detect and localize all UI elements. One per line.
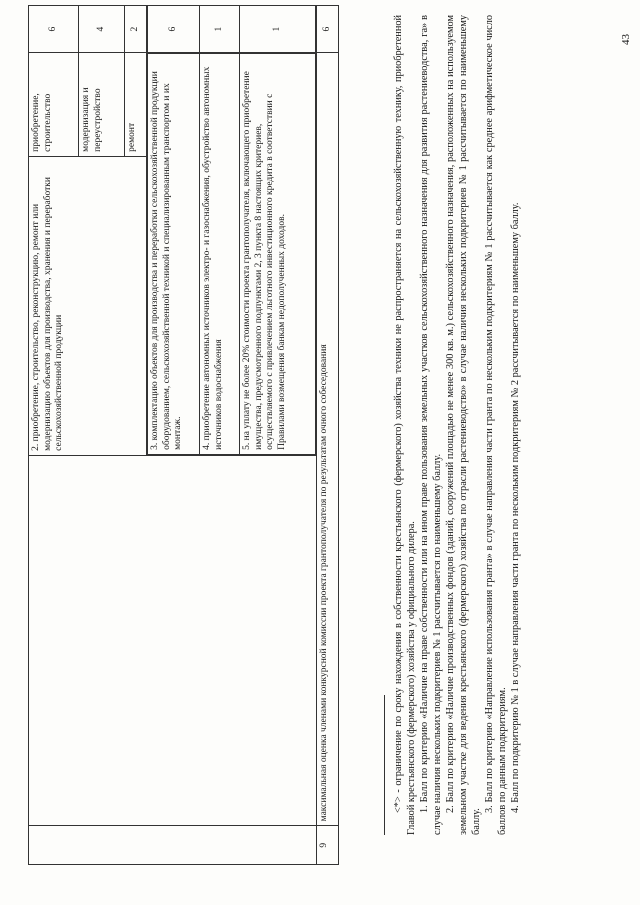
row-number-cell: 9	[317, 826, 339, 865]
note-item: 3. Балл по критерию «Направление использования гранта» в случае направления части гранта по нескольким подкритериям № 1 рассчитывается как среднее арифметическое число баллов по данным подкритериям.	[484, 15, 508, 835]
option-label: приобретение, строительство	[29, 53, 79, 157]
option-label: модернизация и переустройство	[79, 53, 125, 157]
notes-block	[392, 15, 522, 835]
sub-item-text: 3. комплектацию объектов для производства и переработки сельскохозяйственной продукции оборудованием, сельскохозяйственной техникой и специализированным транспортом и их монтаж.	[148, 53, 200, 454]
note-item: 4. Балл по подкритерию № 1 в случае направления части гранта по нескольким подкритериям № 2 рассчитывается по наименьшему баллу.	[510, 202, 521, 813]
row-number-cell	[29, 826, 317, 865]
criteria-table	[28, 5, 339, 865]
table-row	[317, 6, 339, 865]
score-cell: 4	[79, 6, 125, 53]
sub-item-text: 4. приобретение автономных источников электро- и газоснабжения, обустройство автономных источников водоснабжения	[200, 53, 240, 454]
score-cell: 6	[29, 6, 79, 53]
sub-item-text: 5. на уплату не более 20% стоимости проекта грантополучателя, включающего приобретение имущества, предусмотренного подпунктами 2, 3 пункта 8 настоящих критериев, осуществляемого с привлечением льготного инвестиционного кредита в соответствии с Правилами возмещения банкам недополученных доходов.	[240, 53, 316, 454]
footnote-rule	[384, 695, 385, 835]
score-cell: 6	[317, 6, 339, 53]
criterion-cell	[29, 455, 317, 826]
option-label: ремонт	[125, 53, 147, 157]
note-item: 1. Балл по критерию «Наличие на праве собственности или на ином праве пользования земельных участков сельскохозяйственного назначения для развития растениеводства, га» в случае наличия нескольких подкритериев № 1 рассчитывается по наименьшему баллу.	[419, 15, 443, 835]
footnote-text: <*> - ограничение по сроку нахождения в собственности крестьянского (фермерского) хозяйства техники не распространяется на сельскохозяйственную технику, приобретенной Главой крестьянского (фермерского) хозяйства у официального дилера.	[393, 15, 417, 835]
score-cell: 6	[148, 6, 200, 52]
score-cell: 2	[125, 6, 147, 53]
page-number: 43	[620, 34, 632, 45]
score-cell: 1	[200, 6, 240, 52]
table-row	[29, 6, 79, 865]
sub-item-text: 2. приобретение, строительство, реконструкцию, ремонт или модернизацию объектов для производства, хранения и переработки сельскохозяйственной продукции	[29, 156, 147, 455]
criterion-cell: максимальная оценка членами конкурсной комиссии проекта грантополучателя по результатам очного собеседования	[317, 53, 339, 826]
note-item: 2. Балл по критерию «Наличие производственных фондов (зданий, сооружений площадью не менее 300 кв. м.) сельскохозяйственного назначения, расположенных на используемом земельном участке для ведения крестьянского (фермерского) хозяйства по отрасли растениеводство» в случае наличия нескольких подкритериев № 1 рассчитывается по наименьшему баллу.	[445, 15, 482, 835]
score-cell: 1	[240, 6, 316, 52]
